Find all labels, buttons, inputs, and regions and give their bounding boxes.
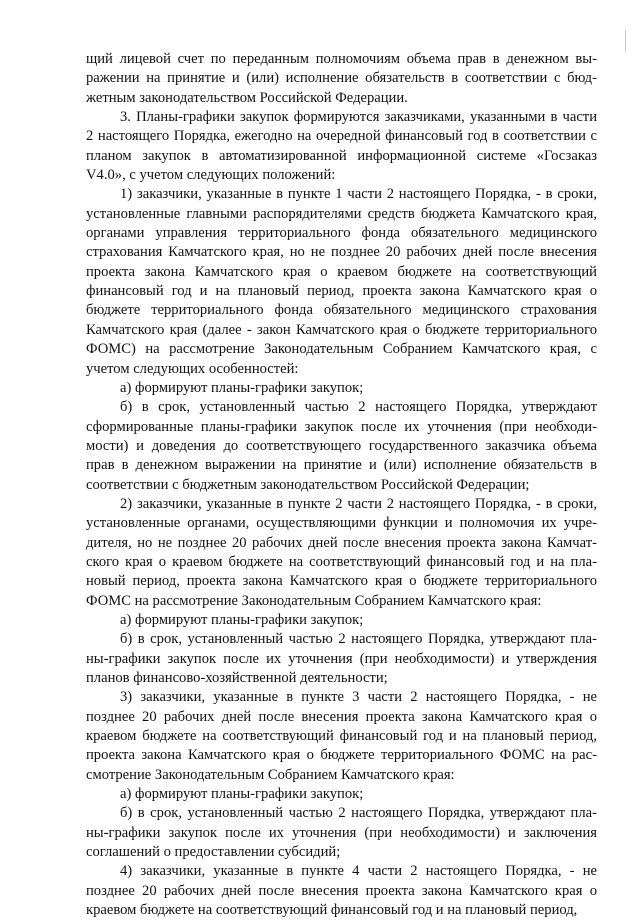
document-page	[86, 50, 597, 920]
paragraph-subitem-3-b: б) в срок, установленный частью 2 настоящего Порядка, утверждают планы-графики закупок после их уточнения (при необходимости) и заключения соглашений о предоставлении субсидий;	[86, 805, 597, 861]
paragraph-subitem-1: 1) заказчики, указанные в пункте 1 части 2 настоящего Порядка, - в сроки, установленные главными распорядителями средств бюджета Камчатского края, органами управления территориального фонда обязательного медицинского страхования Камчатского края, но не позднее 20 рабочих дней после внесения проекта закона Камчатского края о краевом бюджете на соответствующий финансовый год и на плановый период, проекта закона Камчатского края о бюджете территориального фонда обязательного медицинского страхования Камчатского края (далее - закон Камчатского края о бюджете территориального ФОМС) на рассмотрение Законодательным Собранием Камчатского края, с учетом следующих особенностей:	[86, 186, 597, 377]
scan-edge-mark	[625, 30, 626, 52]
paragraph-subitem-3-a: а) формируют планы-графики закупок;	[120, 786, 364, 803]
paragraph-subitem-2-a: а) формируют планы-графики закупок;	[120, 611, 364, 628]
paragraph-continuation: щий лицевой счет по переданным полномочиям объема прав в денежном выражении на принятие и (или) исполнение обязательств в соответствии с бюджетным законодательством Российской Федерации.	[86, 51, 597, 106]
paragraph-subitem-1-b: б) в срок, установленный частью 2 настоящего Порядка, утверждают сформированные планы-графики закупок после их уточнения (при необходимости) и доведения до соответствующего государственного заказчика объема прав в денежном выражении на принятие и (или) исполнение обязательств в соответствии с бюджетным законодательством Российской Федерации;	[86, 399, 597, 493]
paragraph-item-3: 3. Планы-графики закупок формируются заказчиками, указанными в части 2 настоящего Порядка, ежегодно на очередной финансовый год в соответствии с планом закупок в автоматизированной информационной системе «Госзаказ V4.0», с учетом следующих положений:	[86, 109, 597, 184]
paragraph-subitem-4: 4) заказчики, указанные в пункте 4 части 2 настоящего Порядка, - не позднее 20 рабочих дней после внесения проекта закона Камчатского края о краевом бюджете на соответствующий финансовый год и на плановый период,	[86, 863, 597, 919]
paragraph-subitem-2: 2) заказчики, указанные в пункте 2 части 2 настоящего Порядка, - в сроки, установленные органами, осуществляющими функции и полномочия их учредителя, но не позднее 20 рабочих дней после внесения проекта закона Камчатского края о краевом бюджете на соответствующий финансовый год и на плановый период, проекта закона Камчатского края о бюджете территориального ФОМС на рассмотрение Законодательным Собранием Камчатского края:	[86, 495, 597, 609]
paragraph-subitem-1-a: а) формируют планы-графики закупок;	[120, 379, 364, 396]
paragraph-subitem-3: 3) заказчики, указанные в пункте 3 части 2 настоящего Порядка, - не позднее 20 рабочих дней после внесения проекта закона Камчатского края о краевом бюджете на соответствующий финансовый год и на плановый период, проекта закона Камчатского края о бюджете территориального ФОМС на рассмотрение Законодательным Собранием Камчатского края:	[86, 689, 597, 783]
paragraph-subitem-2-b: б) в срок, установленный частью 2 настоящего Порядка, утверждают планы-графики закупок после их уточнения (при необходимости) и утверждения планов финансово-хозяйственной деятельности;	[86, 631, 597, 686]
